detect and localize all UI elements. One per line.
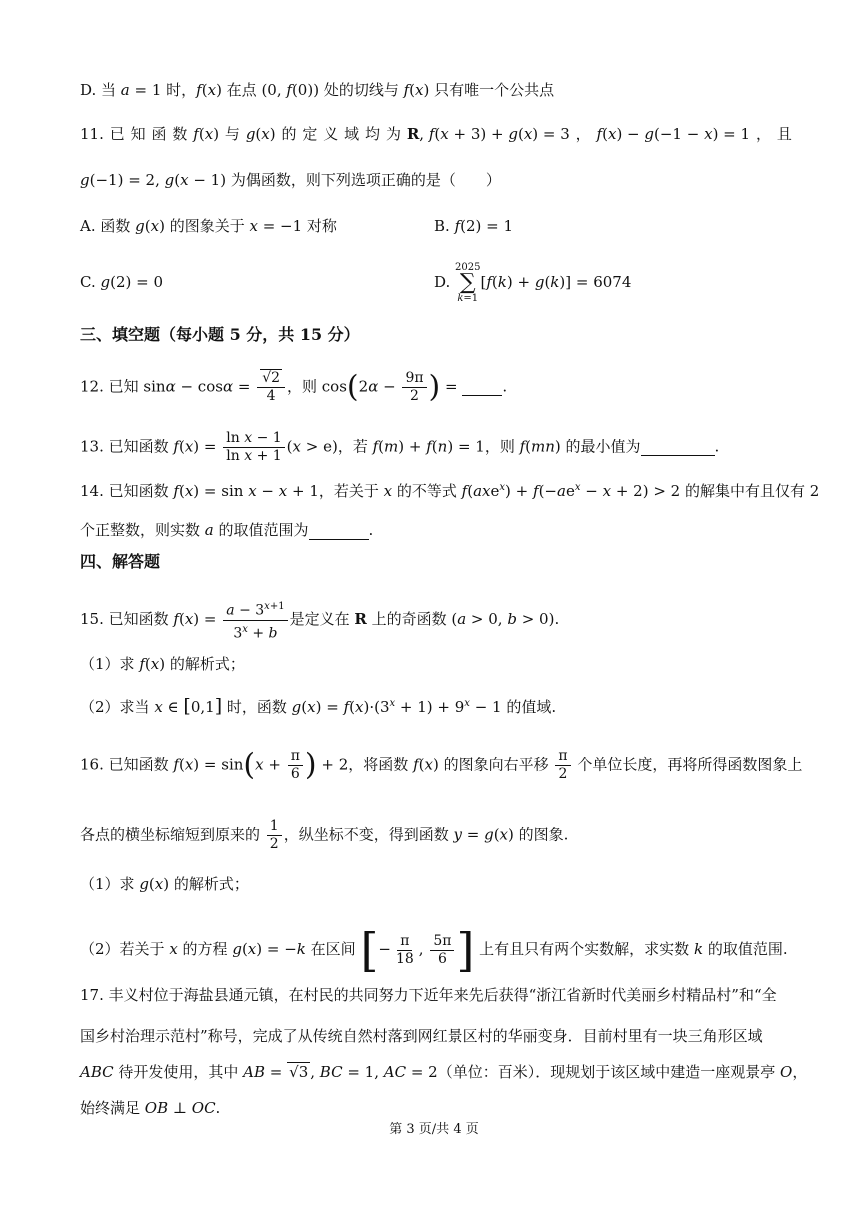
section-answer-title: 四、解答题	[80, 552, 161, 571]
question-12: 12. 已知 sinα − cosα = $\frac{√2}{4}$ ，则 cos(2α − $\frac{9\pi}{2}$ ) = .	[80, 369, 508, 405]
question-11-line-2: g(−1) = 2, g(x − 1) 为偶函数，则下列选项正确的是（ ）	[80, 171, 501, 189]
option-11b: B. f(2) = 1	[434, 217, 514, 235]
question-15-part-2: （2）求当 x ∈ [0,1] 时，函数 $g(x) = f(x)\cdot(3^x + 1) + 9^x - 1$ 的值域.	[80, 695, 557, 717]
question-16-line-2: 各点的横坐标缩短到原来的 $\frac{1}{2}$ ，纵坐标不变，得到函数 y = g(x) 的图象.	[80, 818, 569, 852]
question-16-part-2: （2）若关于 x 的方程 g(x) = −k 在区间 [− $\frac{\pi}{18}$ , $\frac{5\pi}{6}$ ] 上有且只有两个实数解，求实数 k 的取值范围.	[80, 923, 788, 977]
question-13: 13. 已知函数 f(x) = $\frac{\text{ln x − 1}}{\text{ln x + 1}}$ (x > e)，若 f(m) + f(n) = 1，则 f(mn) 的最小值为 .	[80, 430, 720, 464]
page-footer: 第 3 页/共 4 页	[389, 1122, 479, 1137]
question-14-line-1: 14. 已知函数 f(x) = sin x − x + 1，若关于 x 的不等式 $f(axe^x) + f(-ae^x - x + 2) > 2$ 的解集中有且仅有 2	[80, 482, 820, 500]
question-15: 15. 已知函数 f(x) = $\frac{a - 3^{x+1}}{3^x + b}$ 是定义在 R 上的奇函数 (a > 0, b > 0).	[80, 598, 792, 642]
summation-symbol: 2025 ∑ k=1	[455, 262, 481, 304]
question-17-line-3: ABC 待开发使用，其中 AB = √3 , BC = 1, AC = 2（单位：百米）．现规划于该区域中建造一座观景亭 O，	[80, 1063, 808, 1081]
question-11-line-1: 11. 已 知 函 数 f(x) 与 g(x) 的 定 义 域 均 为 R, f(x + 3) + g(x) = 3 ， f(x) − g(−1 − x) = 1 ， 且	[80, 125, 792, 143]
option-11a: A. 函数 g(x) 的图象关于 x = −1 对称	[80, 217, 337, 235]
question-17-line-2: 国乡村治理示范村”称号，完成了从传统自然村落到网红景区村的华丽变身．目前村里有一块三角形区域	[80, 1027, 763, 1045]
question-17-line-4: 始终满足 OB ⊥ OC.	[80, 1099, 221, 1117]
question-15-part-1: （1）求 f(x) 的解析式；	[80, 655, 245, 673]
question-14-line-2: 个正整数，则实数 a 的取值范围为 .	[80, 521, 374, 539]
option-11c: C. g(2) = 0	[80, 273, 163, 291]
option-11d: D. 2025 ∑ k=1 [f(k) + g(k)] = 6074	[434, 262, 632, 304]
question-16-line-1: 16. 已知函数 f(x) = sin(x + $\frac{\pi}{6}$ ) + 2，将函数 f(x) 的图象向右平移 $\frac{\pi}{2}$ 个单位长度，再将所得函数图象上	[80, 747, 803, 783]
section-fill-in-title: 三、填空题（每小题 5 分，共 15 分）	[80, 325, 360, 344]
question-17-line-1: 17. 丰义村位于海盐县通元镇，在村民的共同努力下近年来先后获得“浙江省新时代美丽乡村精品村”和“全	[80, 986, 777, 1004]
option-10d: D. 当 a = 1 时，f(x) 在点 (0, f(0)) 处的切线与 f(x) 只有唯一个公共点	[80, 81, 555, 99]
question-16-part-1: （1）求 g(x) 的解析式；	[80, 875, 249, 893]
